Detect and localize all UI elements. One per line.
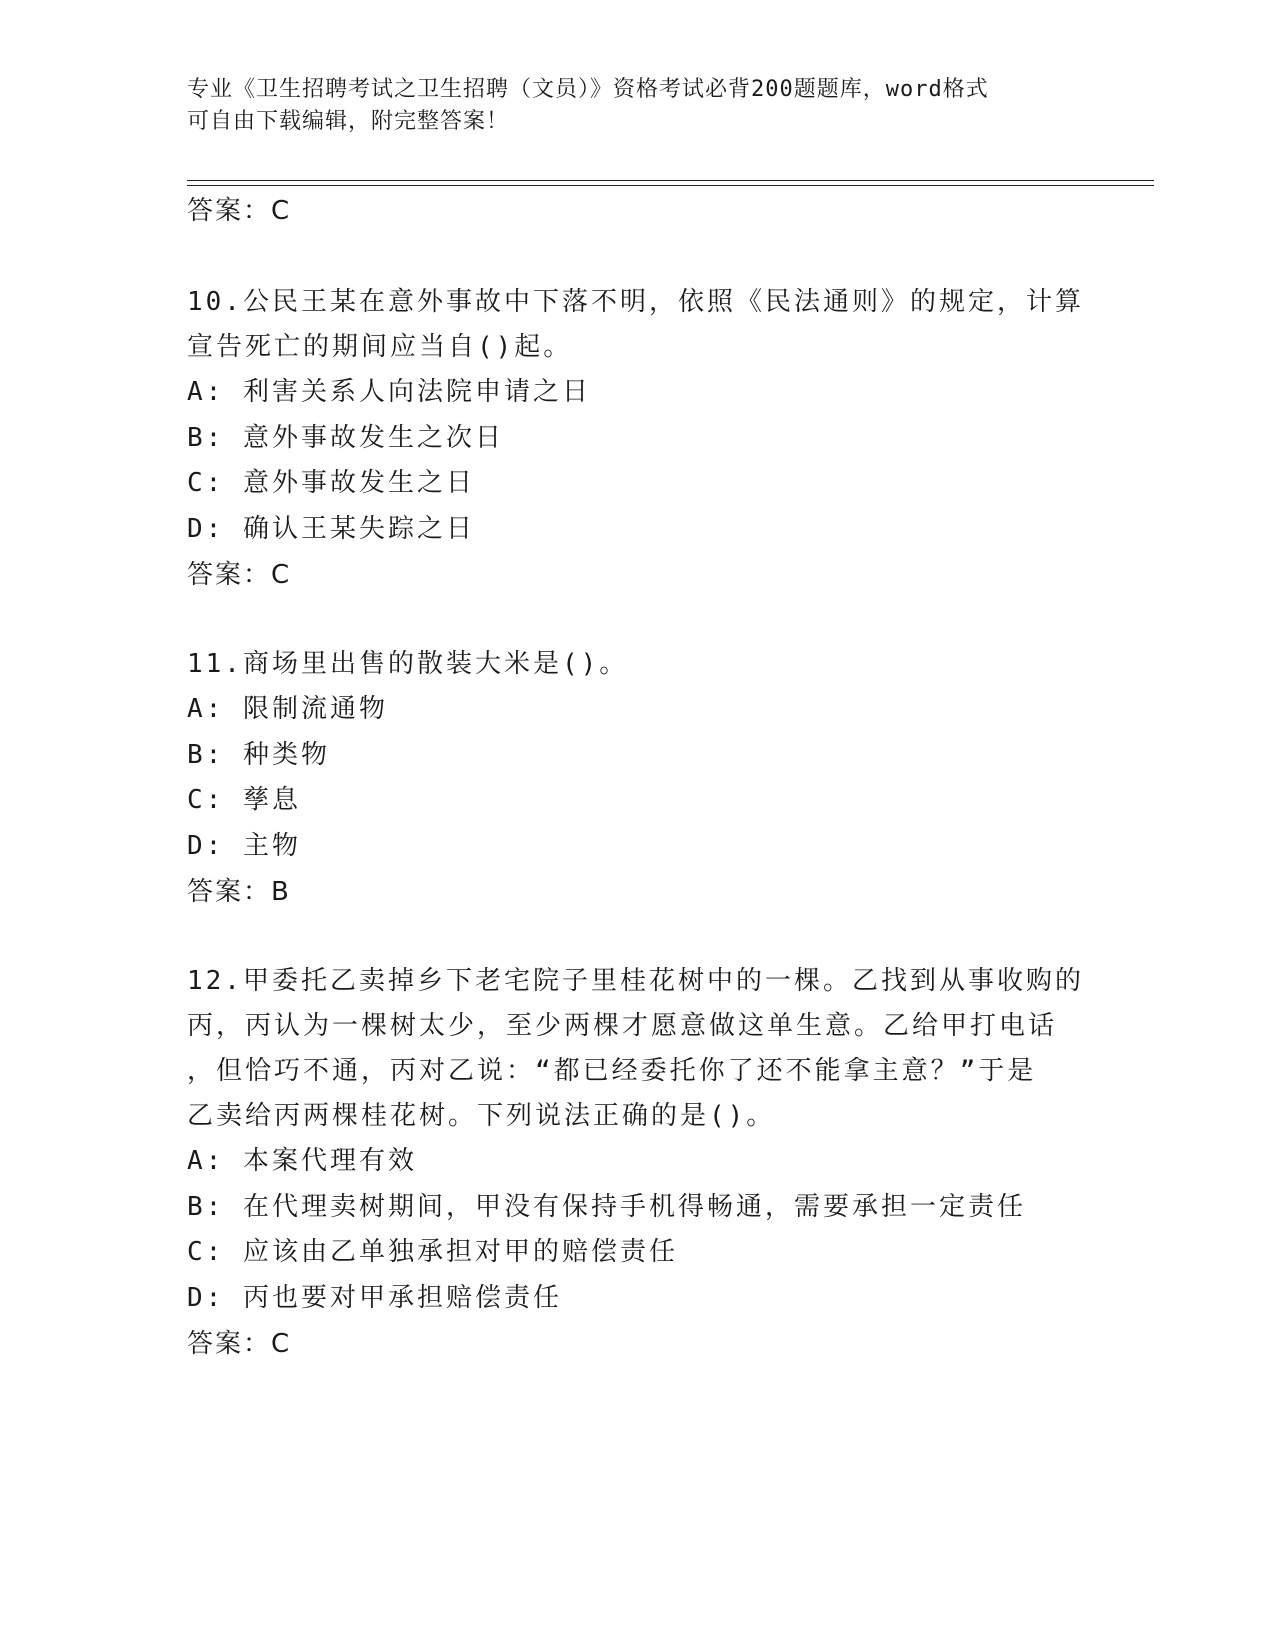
option-a: A: 利害关系人向法院申请之日 (187, 377, 591, 407)
option-c: C: 孳息 (187, 785, 301, 815)
question-line: 乙卖给丙两棵桂花树。下列说法正确的是()。 (187, 1101, 776, 1131)
question-line: 10.公民王某在意外事故中下落不明，依照《民法通则》的规定，计算 (187, 287, 1084, 317)
option-b: B: 种类物 (187, 739, 330, 770)
question-text (187, 280, 1087, 370)
header-rule-top (187, 180, 1154, 181)
option-a: A: 限制流通物 (187, 694, 388, 724)
answer-prev: 答案：C (187, 196, 292, 226)
question-line: 12.甲委托乙卖掉乡下老宅院子里桂花树中的一棵。乙找到从事收购的 (187, 966, 1084, 996)
option-a: A: 本案代理有效 (187, 1146, 417, 1176)
option-b: B: 意外事故发生之次日 (187, 422, 504, 453)
option-c: C: 意外事故发生之日 (187, 468, 475, 498)
header-rule-bottom (187, 185, 1154, 186)
answer: 答案：C (187, 560, 292, 590)
question-list (187, 188, 1087, 1367)
answer: 答案：B (187, 877, 291, 907)
question-text (187, 642, 1087, 687)
question-line: ，但恰巧不通，丙对乙说：“都已经委托你了还不能拿主意？”于是 (187, 1056, 1037, 1086)
option-d: D: 主物 (187, 830, 301, 861)
question-11 (187, 642, 1087, 915)
question-text (187, 959, 1087, 1139)
page-header (187, 74, 1067, 138)
question-12 (187, 959, 1087, 1367)
answer: 答案：C (187, 1329, 292, 1359)
question-10 (187, 280, 1087, 598)
header-line-1: 专业《卫生招聘考试之卫生招聘（文员）》资格考试必背200题题库，word格式 (187, 77, 989, 102)
option-d: D: 确认王某失踪之日 (187, 513, 475, 544)
header-line-2: 可自由下载编辑，附完整答案！ (187, 109, 510, 134)
question-line: 丙，丙认为一棵树太少，至少两棵才愿意做这单生意。乙给甲打电话 (187, 1011, 1058, 1041)
option-b: B: 在代理卖树期间，甲没有保持手机得畅通，需要承担一定责任 (187, 1191, 1026, 1222)
question-line: 宣告死亡的期间应当自()起。 (187, 332, 573, 362)
option-c: C: 应该由乙单独承担对甲的赔偿责任 (187, 1237, 678, 1267)
question-line: 11.商场里出售的散装大米是()。 (187, 649, 629, 679)
option-d: D: 丙也要对甲承担赔偿责任 (187, 1282, 562, 1313)
